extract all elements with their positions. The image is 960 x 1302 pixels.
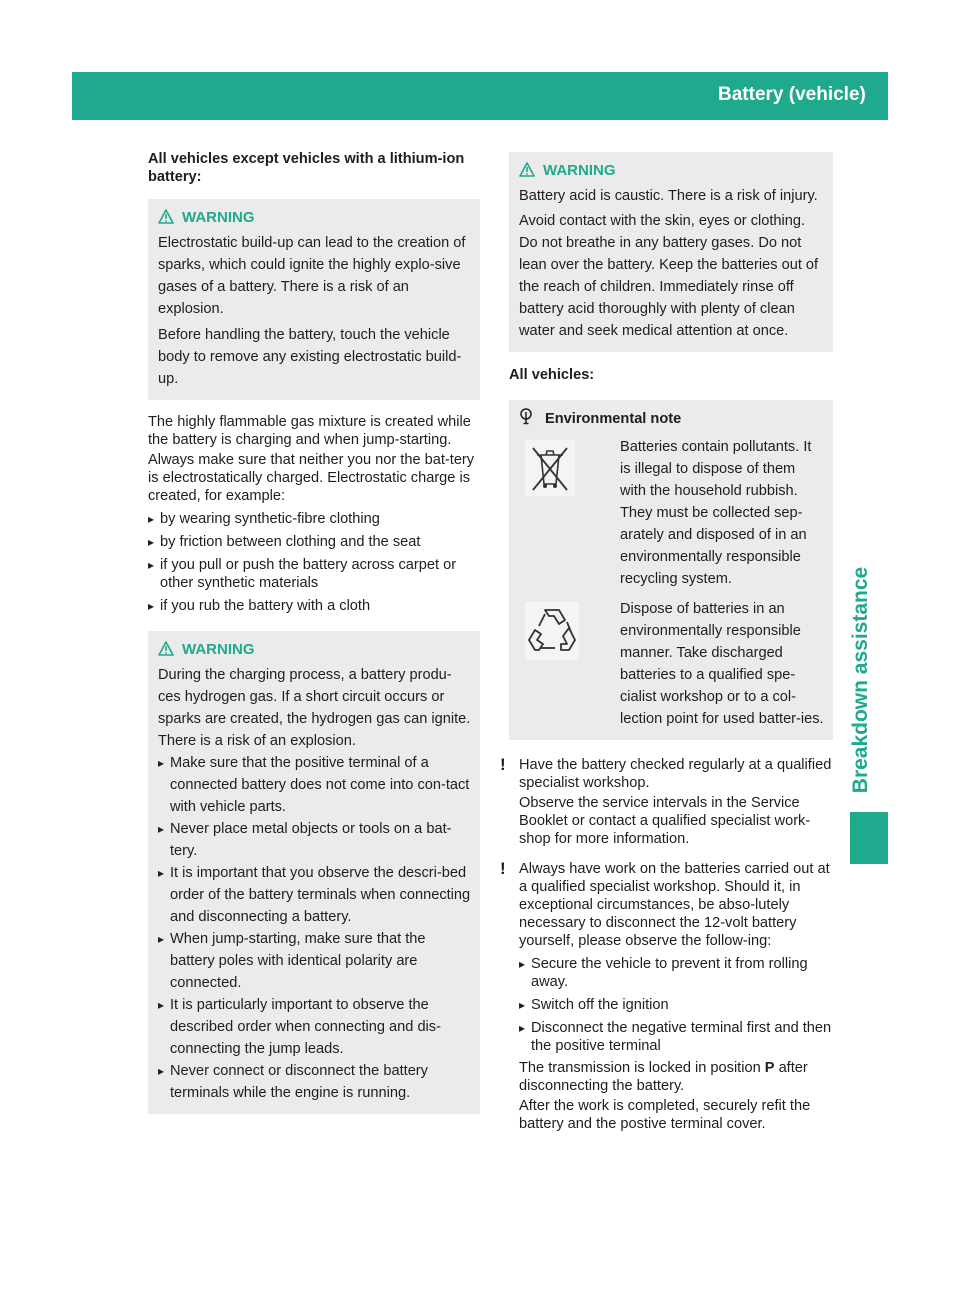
environmental-note-text: Dispose of batteries in an environmentally responsible manner. Take discharged batteries to a qualified spe-cialist workshop or to a col-lection point for used batter-ies. <box>620 601 824 727</box>
gear-position-p: P <box>764 1060 775 1076</box>
chapter-tab-label: Breakdown assistance <box>849 566 872 794</box>
right-column <box>500 152 833 1133</box>
list-item: ▸ When jump-starting, make sure that the battery poles with identical polarity are connected. <box>158 928 472 994</box>
list-item: ▸ Switch off the ignition <box>519 996 833 1014</box>
list-item: ▸ by friction between clothing and the seat <box>148 533 480 551</box>
warning-triangle-icon <box>519 162 535 177</box>
body-paragraph: Always make sure that neither you nor the bat-tery is electrostatically charged. Electrostatic charge is created, for example: <box>148 452 475 504</box>
section-title: Battery (vehicle) <box>718 84 866 105</box>
chapter-tab-marker <box>850 812 888 864</box>
note-battery-check <box>500 755 833 848</box>
warning-label: WARNING <box>182 641 255 658</box>
environmental-note-row <box>519 598 825 730</box>
list-item: ▸ by wearing synthetic-fibre clothing <box>148 510 480 528</box>
page-header-bar <box>72 72 947 120</box>
list-item: ▸ Secure the vehicle to prevent it from rolling away. <box>519 955 833 991</box>
environmental-note-text: Batteries contain pollutants. It is illegal to dispose of them with the household rubbish. They must be collected sep-arately and disposed of in an environmentally responsible recycling system. <box>620 439 812 587</box>
note-text: After the work is completed, securely refit the battery and the postive terminal cover. <box>519 1098 811 1132</box>
list-item: ▸ Make sure that the positive terminal of a connected battery does not come into con-tact with vehicle parts. <box>158 752 472 818</box>
subheading-non-lithium: All vehicles except vehicles with a lithium-ion battery: <box>148 151 465 185</box>
list-item: ▸ if you rub the battery with a cloth <box>148 597 480 615</box>
recycle-icon <box>519 598 620 730</box>
list-item: ▸ Disconnect the negative terminal first and then the positive terminal <box>519 1019 833 1055</box>
header-divider <box>903 72 906 120</box>
note-text: Have the battery checked regularly at a qualified specialist workshop. <box>519 757 832 791</box>
warning-text: Electrostatic build-up can lead to the creation of sparks, which could ignite the highly explo-sive gases of a battery. There is a risk of an explosion. <box>158 235 466 317</box>
page-number: 251 <box>915 84 947 105</box>
chapter-tab <box>843 560 879 800</box>
warning-text: Avoid contact with the skin, eyes or clothing. Do not breathe in any battery gases. Do not lean over the battery. Keep the batteries out of the reach of children. Immediately rinse off battery acid thoroughly with plenty of clean water and seek medical attention at once. <box>519 213 819 339</box>
subheading-all-vehicles: All vehicles: <box>509 367 595 383</box>
bullet-list <box>148 510 480 615</box>
warning-text: During the charging process, a battery produ-ces hydrogen gas. If a short circuit occurs or sparks are created, the hydrogen gas can ignite. There is a risk of an explosion. <box>158 667 471 749</box>
warning-box-acid <box>509 152 833 352</box>
note-battery-work <box>500 859 833 1133</box>
warning-heading <box>158 209 472 227</box>
list-item: ▸ Never place metal objects or tools on a bat-tery. <box>158 818 472 862</box>
warning-heading <box>158 641 472 659</box>
note-text: Always have work on the batteries carried out at a qualified specialist workshop. Should it, in exceptional circumstances, be abso-lutely necessary to disconnect the 12-volt battery yourself, please observe the follow-ing: <box>519 861 830 949</box>
body-paragraph: The highly flammable gas mixture is created while the battery is charging and when jump-starting. <box>148 414 471 448</box>
warning-text: Before handling the battery, touch the vehicle body to remove any existing electrostatic build-up. <box>158 327 462 387</box>
environment-lightbulb-icon <box>519 408 533 426</box>
list-item: ▸ if you pull or push the battery across carpet or other synthetic materials <box>148 556 480 592</box>
environmental-note-label: Environmental note <box>545 411 682 427</box>
environmental-note-heading <box>519 408 825 430</box>
crossed-out-bin-icon <box>519 436 620 590</box>
note-text-part: after disconnecting the battery. <box>519 1060 808 1094</box>
warning-label: WARNING <box>543 162 616 179</box>
note-text <box>519 1059 833 1095</box>
environmental-note-box <box>509 400 833 740</box>
note-text-part: The transmission is locked in position <box>519 1060 765 1076</box>
note-text: Observe the service intervals in the Service Booklet or contact a qualified specialist work-shop for more information. <box>519 795 811 847</box>
warning-triangle-icon <box>158 641 174 656</box>
warning-box-electrostatic <box>148 199 480 400</box>
warning-text: Battery acid is caustic. There is a risk of injury. <box>519 188 818 204</box>
exclamation-icon: ! <box>500 755 506 774</box>
left-column <box>148 150 480 1114</box>
warning-heading <box>519 162 825 180</box>
list-item: ▸ It is particularly important to observe the described order when connecting and dis-connecting the jump leads. <box>158 994 472 1060</box>
exclamation-icon: ! <box>500 859 506 878</box>
bullet-list <box>519 955 833 1055</box>
list-item: ▸ Never connect or disconnect the battery terminals while the engine is running. <box>158 1060 472 1104</box>
environmental-note-row <box>519 436 825 590</box>
list-item: ▸ It is important that you observe the descri-bed order of the battery terminals when connecting and disconnecting a battery. <box>158 862 472 928</box>
warning-triangle-icon <box>158 209 174 224</box>
warning-label: WARNING <box>182 209 255 226</box>
warning-box-hydrogen <box>148 631 480 1114</box>
warning-bullet-list <box>158 752 472 1104</box>
